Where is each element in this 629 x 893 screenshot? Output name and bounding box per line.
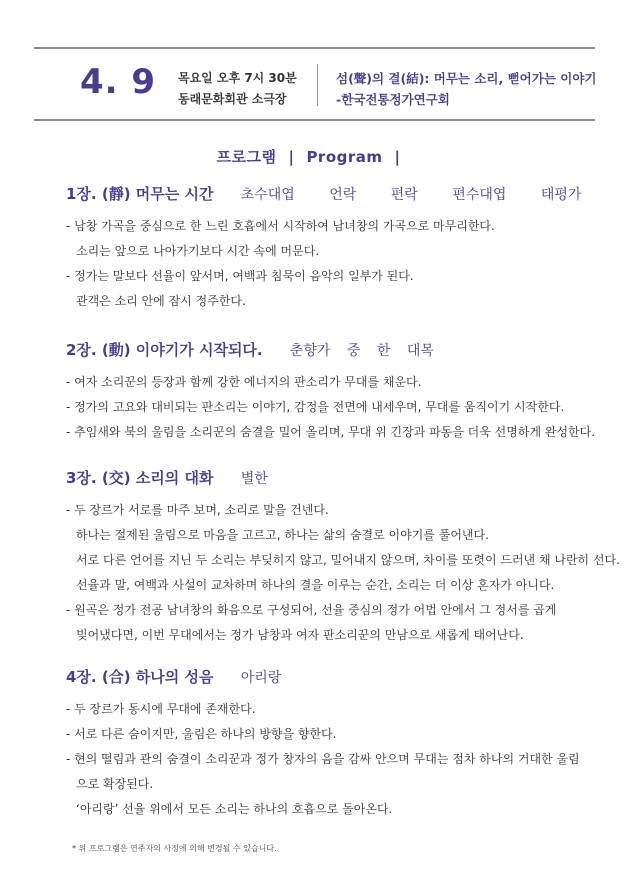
section-4	[66, 666, 609, 822]
body-line: 선율과 말, 여백과 사설이 교차하며 하나의 결을 이루는 순간, 소리는 더 이상 혼자가 아니다.	[76, 578, 555, 592]
program-heading-korean: 프로그램	[216, 148, 277, 166]
title-line-1: 섬(聲)의 결(結): 머무는 소리, 뻗어가는 이야기	[336, 71, 597, 86]
piece: 언락	[329, 187, 357, 203]
body-line: - 현의 떨림과 관의 숨결이 소리꾼과 정가 창자의 음을 감싸 안으며 무대는 점차 하나의 거대한 울림	[66, 752, 580, 766]
body-line: - 정가의 고요와 대비되는 판소리는 이야기, 감정을 전면에 내세우며, 무대를 움직이기 시작한다.	[66, 400, 565, 414]
piece: 춘향가 중 한 대목	[289, 343, 434, 359]
section-heading	[66, 339, 609, 360]
body-line: - 남창 가곡을 중심으로 한 느린 호흡에서 시작하여 남녀창의 가곡으로 마무리한다.	[66, 219, 495, 233]
section-2	[66, 339, 609, 445]
performance-date: 4. 9	[80, 62, 157, 102]
title-line-2: -한국전통정가연구회	[336, 92, 450, 107]
program-heading-separator: |	[288, 148, 295, 166]
program-heading	[0, 146, 629, 167]
piece: 편수대엽	[452, 187, 507, 203]
performance-venue: 동래문화회관 소극장	[178, 92, 287, 106]
section-heading	[66, 467, 609, 488]
piece: 편락	[390, 187, 418, 203]
section-title: 1장. (靜) 머무는 시간	[66, 185, 214, 203]
body-line: 빚어냈다면, 이번 무대에서는 정가 남창과 여자 판소리꾼의 만남으로 새롭게 태어난다.	[76, 628, 524, 642]
body-line: ‘아리랑’ 선율 위에서 모든 소리는 하나의 호흡으로 돌아온다.	[76, 802, 393, 816]
body-line: 으로 확장된다.	[76, 777, 154, 791]
top-rule	[34, 47, 595, 49]
section-pieces	[241, 670, 300, 686]
piece: 아리랑	[240, 670, 282, 686]
performance-info	[178, 68, 297, 110]
performance-datetime: 목요일 오후 7시 30분	[178, 71, 297, 85]
body-line: 서로 다른 언어를 지닌 두 소리는 부딪히지 않고, 밀어내지 않으며, 차이를 또렷이 드러낸 채 나란히 선다.	[76, 553, 620, 567]
body-line: - 정가는 말보다 선율이 앞서며, 여백과 침묵이 음악의 일부가 된다.	[66, 269, 414, 283]
body-line: 관객은 소리 안에 잠시 정주한다.	[76, 294, 246, 308]
body-line: - 원곡은 정가 전공 남녀창의 화음으로 구성되어, 선율 중심의 정가 어법 안에서 그 정서를 곱게	[66, 603, 557, 617]
section-pieces	[241, 471, 286, 487]
section-title: 3장. (交) 소리의 대화	[66, 469, 214, 487]
section-1	[66, 183, 609, 314]
body-line: 하나는 절제된 울림으로 마음을 고르고, 하나는 삶의 숨결로 이야기를 풀어낸다.	[76, 528, 489, 542]
footnote: * 위 프로그램은 연주자의 사정에 의해 변경될 수 있습니다.	[72, 844, 277, 853]
section-3	[66, 467, 620, 648]
section-body	[66, 370, 609, 445]
body-line: - 서로 다른 숨이지만, 울림은 하나의 방향을 향한다.	[66, 727, 337, 741]
body-line: - 두 장르가 동시에 무대에 존재한다.	[66, 702, 256, 716]
piece: 별한	[240, 471, 268, 487]
piece: 태평가	[540, 187, 582, 203]
body-line: - 추임새와 북의 울림을 소리꾼의 숨결을 밀어 올리며, 무대 위 긴장과 파동을 더욱 선명하게 완성한다.	[66, 425, 596, 439]
body-line: - 여자 소리꾼의 등장과 함께 강한 에너지의 판소리가 무대를 채운다.	[66, 375, 422, 389]
section-heading	[66, 666, 609, 687]
section-title: 4장. (合) 하나의 성음	[66, 668, 214, 686]
section-pieces	[241, 187, 600, 203]
section-pieces	[290, 343, 452, 359]
body-line: - 두 장르가 서로를 마주 보며, 소리로 말을 건넨다.	[66, 503, 329, 517]
body-line: 소리는 앞으로 나아가기보다 시간 속에 머문다.	[76, 244, 320, 258]
piece: 초수대엽	[240, 187, 295, 203]
performance-title	[336, 68, 596, 110]
section-body	[66, 498, 620, 648]
program-heading-separator-end: |	[394, 148, 401, 166]
program-heading-english: Program	[306, 148, 383, 166]
section-heading	[66, 183, 609, 204]
section-body	[66, 697, 609, 822]
header-divider	[317, 64, 318, 106]
section-body	[66, 214, 609, 314]
bottom-rule	[34, 119, 595, 121]
section-title: 2장. (動) 이야기가 시작되다.	[66, 341, 263, 359]
